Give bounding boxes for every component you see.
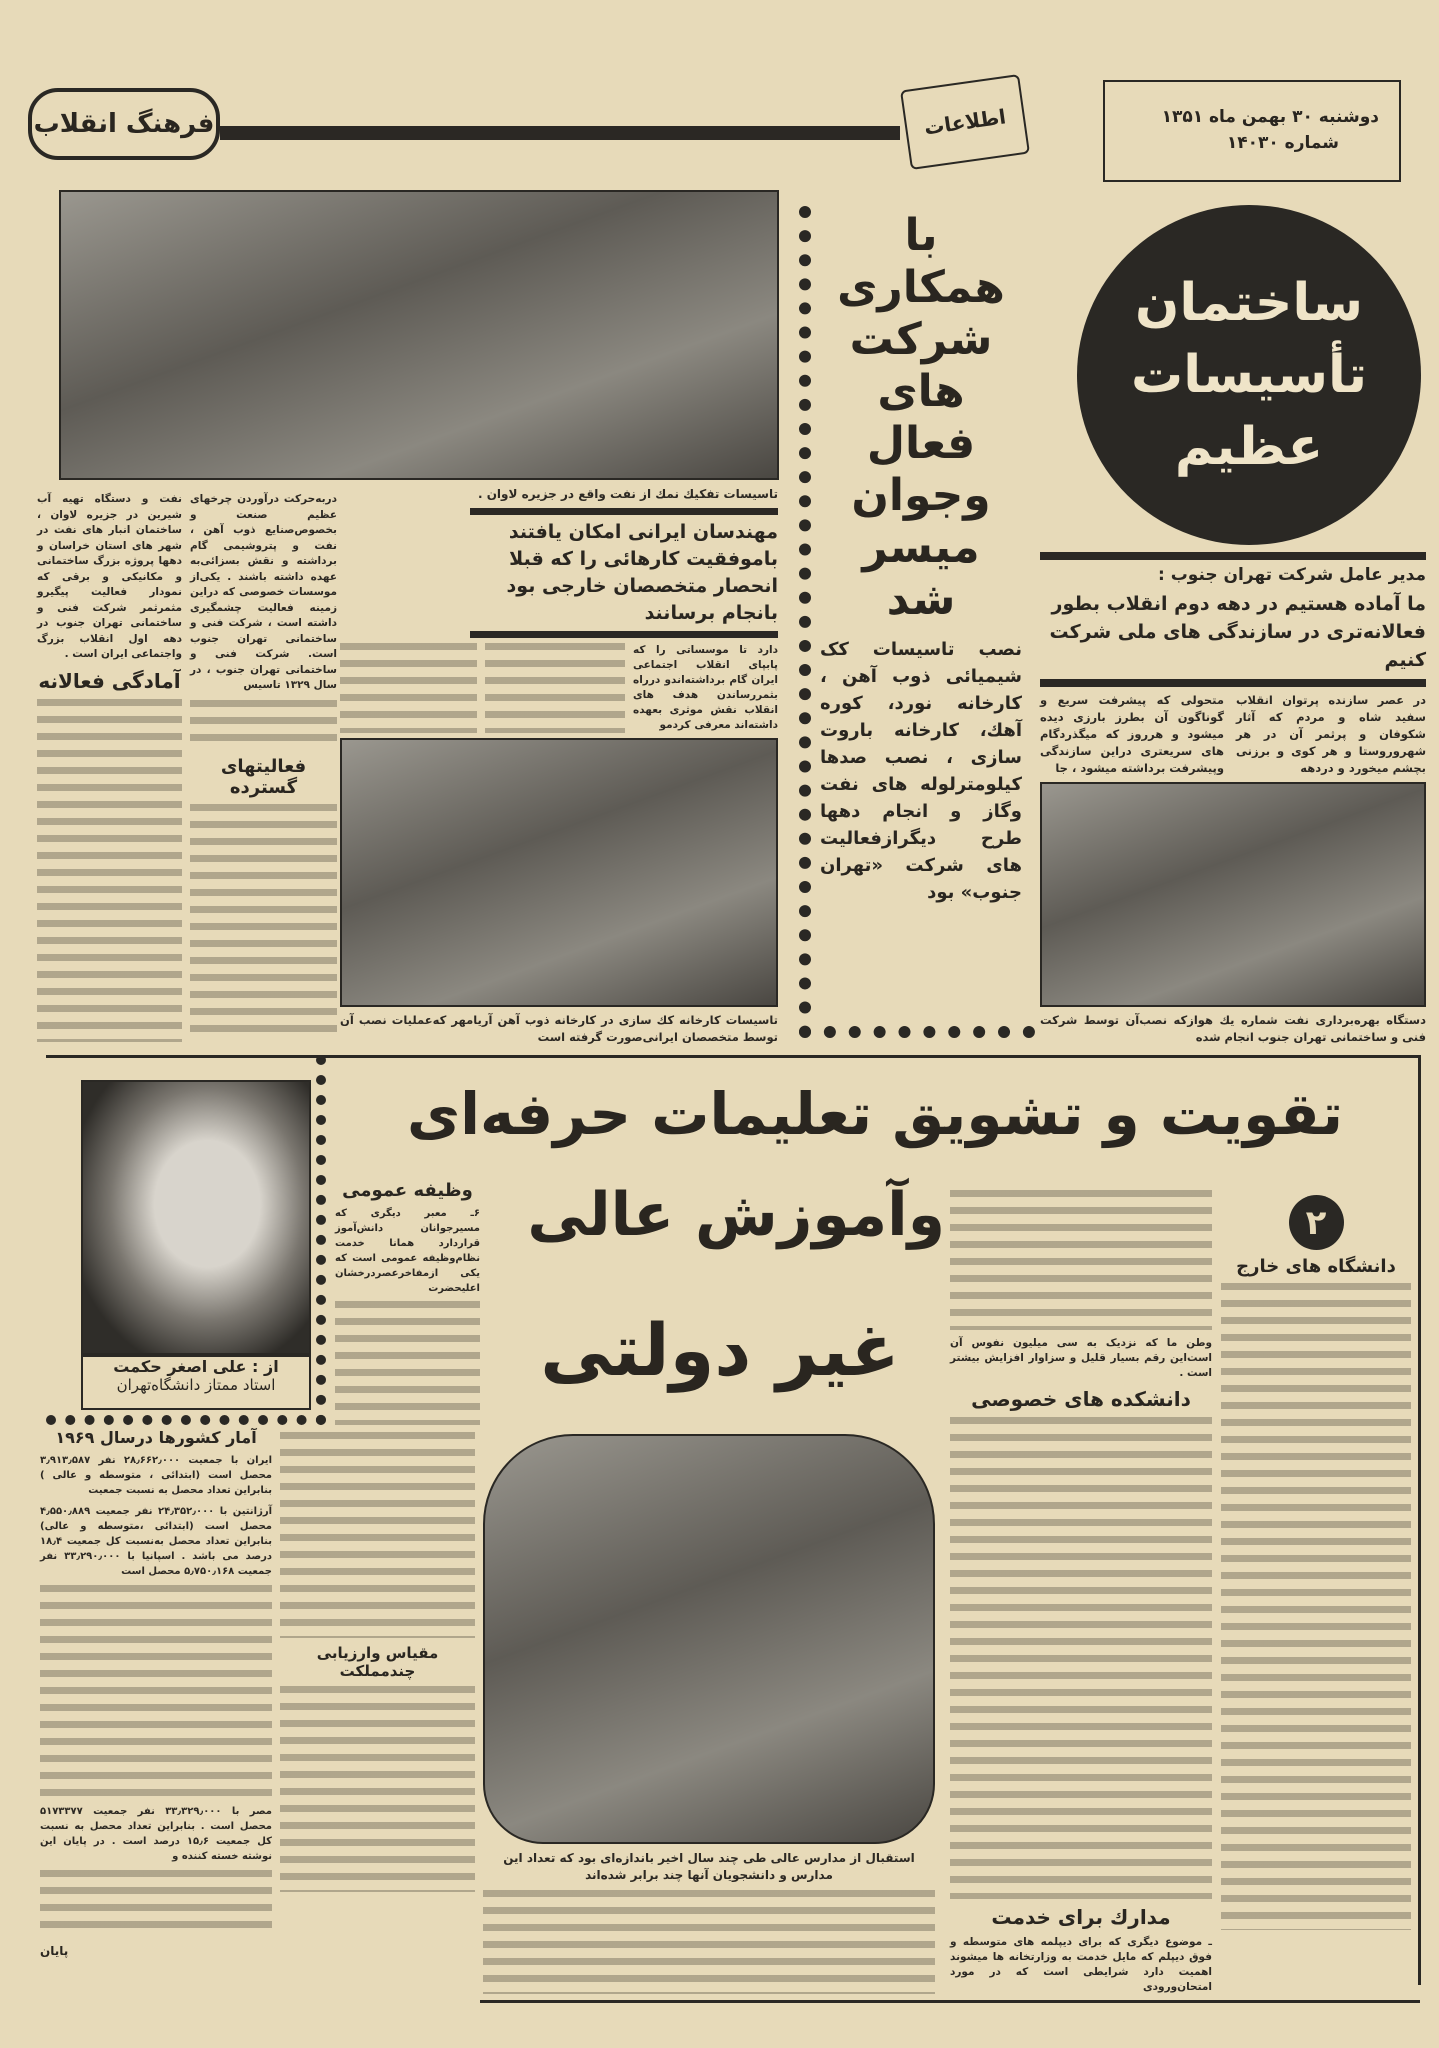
headline-word: همکاری <box>837 262 1005 313</box>
middle-column-1: دارد تا موسساتی را که پابپای انقلاب اجتماعی ایران گام برداشته‌اندو درراه بثمررساندن هدف های انقلاب نقش موثری بعهده داشته‌اند معرفی کردمو <box>633 644 778 731</box>
docs-text: ـ موضوع دیگری که برای دیپلمه های متوسطه و فوق دیپلم که مایل خدمت به وزارتخانه ها میشوند اهمیت دارد شرایطی است که در مورد امتحان‌ورودی <box>950 1936 1212 1993</box>
subhead-foreign-universities: دانشگاه های خارج <box>1236 1256 1396 1277</box>
statistics-text: ایران با جمعیت ۲۸٫۶۶۲٫۰۰۰ نفر ۳٫۹۱۳٫۵۸۷ محصل است (ابتدائی ، متوسطه و عالی ) بنابراین تعداد محصل به نسبت جمعیت <box>40 1455 272 1496</box>
bottom-rule <box>480 2000 1420 2003</box>
left-column-2-block <box>190 492 337 1042</box>
left-column-1-block <box>37 492 182 1042</box>
headline-line: ساختمان <box>1134 273 1364 333</box>
headline-line: تأسیسات <box>1130 345 1368 405</box>
headline-word: فعال <box>866 418 976 469</box>
rule <box>470 631 778 638</box>
rule <box>470 508 778 515</box>
left-column-2-cont <box>190 700 337 750</box>
author-name-box <box>81 1355 311 1410</box>
part-number-badge: ۲ <box>1289 1195 1344 1250</box>
column-private-colleges <box>950 1417 1212 1899</box>
headline-word: میسر <box>862 522 980 573</box>
rule <box>1040 552 1426 560</box>
column-center-right-top <box>950 1190 1212 1330</box>
middle-column-2 <box>485 643 625 733</box>
photo-oil-facility <box>1040 782 1426 1007</box>
column-left-lower <box>280 1432 475 1638</box>
headline-line: عظیم <box>1174 417 1324 477</box>
newspaper-logo: اطلاعات <box>900 74 1030 170</box>
subhead-private-colleges: دانشکده های خصوصی <box>971 1387 1191 1411</box>
box-headline <box>820 210 1022 626</box>
left-column-1: نفت و دستگاه تهیه آب شیرین در جزیره لاوان ، ساختمان انبار های نفت در شهر های استان خراسان و دهها پروژه بزرگ ساختمانی و مکانیکی و برقی که نمودار فعالیت پیگیرو مثمرثمر شرکت فنی و ساختمانی تهران جنوب در دهه اول انقلاب بزرگ واجتماعی ایران است . <box>37 493 182 660</box>
photo-coke-plant <box>340 738 778 1007</box>
public-service-cont <box>335 1301 480 1425</box>
public-service-block <box>335 1180 480 1425</box>
rule <box>1040 679 1426 687</box>
statistics-cont <box>40 1585 272 1798</box>
left-subhead-1: آمادگی فعالانه <box>38 668 181 693</box>
left-subhead-2: فعالیتهای گسترده <box>220 755 307 798</box>
public-service-text: ۶ـ معبر دیگری که مسیرجوانان دانش‌آموز قراردارد همانا خدمت نظام‌وظیفه عمومی است که یکی ازمفاخرعصردرخشان اعلیحضرت <box>335 1208 480 1294</box>
middle-columns <box>340 643 778 733</box>
subhead-scale-evaluation: مقیاس وارزیابی چندمملکت <box>316 1644 439 1680</box>
photo1-caption: تاسیسات تفکیك نمك از نفت واقع در جزیره لاوان . <box>477 487 778 501</box>
headline-word: وجوان <box>851 470 991 521</box>
headline-word: با <box>904 210 938 261</box>
statistics-text-2: آرژانتین با ۲۴٫۳۵۲٫۰۰۰ نفر جمعیت ۴٫۵۵۰٫۸۸۹ محصل است (ابتدائی ،متوسطه و عالی) بنابراین تعداد محصل به‌نسبت کل جمعیت ۱۸٫۴ درصد می باشد . اسپانیا با ۳۳٫۲۹۰٫۰۰۰ نفر جمعیت ۵٫۷۵۰٫۱۶۸ محصل است <box>40 1506 273 1577</box>
column-left-lower-cont <box>280 1686 475 1892</box>
left-column-2: دربه‌حرکت درآوردن چرخهای عظیم صنعت و بخصوص‌صنایع ذوب آهن ، نفت و پتروشیمی گام برداشته و نقش بسزائی‌به عهده داشته باشند . یکی‌از موسسات خصوصی که دراین زمینه فعالیت چشمگیری داشته است ، شرکت فنی و ساختمانی تهران جنوب است. شرکت فنی و ساختمانی تهران جنوب ، در سال ۱۳۲۹ تاسیس <box>190 493 337 691</box>
photo-salt-separation-facility <box>59 190 779 480</box>
middle-region <box>340 486 778 1046</box>
students-photo-caption: استقبال از مدارس عالی طی چند سال اخیر باندازه‌ای بود که تعداد این مدارس و دانشجویان آنها چند برابر شده‌اند <box>503 1851 915 1882</box>
subhead-service-documents: مدارك برای خدمت <box>991 1905 1171 1929</box>
column-foreign-universities <box>1221 1283 1411 1930</box>
students-photo-block <box>483 1434 935 1994</box>
photo-students-steps <box>483 1434 935 1844</box>
right-kicker: مدیر عامل شرکت تهران جنوب : <box>1157 565 1426 585</box>
headline-word: شد <box>886 574 956 625</box>
subhead-public-service: وظیفه عمومی <box>342 1180 473 1201</box>
middle-headline-block <box>470 508 778 638</box>
closing-text <box>40 1870 272 1938</box>
section-badge: فرهنگ انقلاب <box>28 88 220 160</box>
end-mark: پایان <box>40 1944 69 1958</box>
photo2-caption: تاسیسات کارخانه کك سازی در کارخانه ذوب آهن آریامهر که‌عملیات نصب آن توسط متخصصان ایرانی‌صورت گرفته است <box>340 1013 778 1044</box>
left-column-1-cont <box>37 699 182 1043</box>
subhead-statistics-1969: آمار کشورها درسال ۱۹۶۹ <box>55 1428 257 1447</box>
date: دوشنبه ۳۰ بهمن ماه ۱۳۵۱ <box>1161 107 1379 127</box>
statistics-block <box>40 1428 272 1958</box>
right-column-2: متحولی که پیشرفت سریع و گوناگون آن بطرز بارزی دیده میشود و هرروز که میگذردگام های سریعتری دراین سازندگی وپیشرفت برداشته میشود ، جا <box>1040 693 1224 775</box>
author-portrait <box>81 1080 311 1355</box>
issue-number: شماره ۱۴۰۳۰ <box>1226 133 1339 153</box>
box-text: نصب تاسیسات کک شیمیائی ذوب آهن ، کارخانه نورد، کوره آهك، کارخانه باروت سازی ، نصب صدها کیلومترلوله های نفت وگاز و انجام دهها طرح دیگرازفعالیت های شرکت «تهران جنوب» بود <box>820 639 1022 903</box>
middle-headline: مهندسان ایرانی امکان یافتند باموفقیت کارهائی را که قبلا انحصار متخصصان خارجی بود بانجام برسانند <box>506 521 778 624</box>
author-name: از : علی اصغر حکمت <box>113 1357 279 1376</box>
photo3-caption: دستگاه بهره‌برداری نفت شماره یك هوازکه نصب‌آن توسط شرکت فنی و ساختمانی تهران جنوب انجام شده <box>1040 1013 1426 1044</box>
headline-vocational: تقویت و تشویق تعلیمات حرفه‌ای <box>407 1080 1343 1148</box>
foreign-universities-block <box>1221 1195 1411 1930</box>
middle-column-3 <box>340 643 477 733</box>
center-right-block <box>950 1190 1212 1995</box>
headline-word: شرکت <box>849 314 993 365</box>
author-title: استاد ممتاز دانشگاه‌تهران <box>116 1376 276 1394</box>
population-text: وطن ما که نزدیک به سی میلیون نفوس آن است‌این رقم بسیار قلیل و سزاوار افزایش بیشتر است . <box>950 1337 1212 1379</box>
egypt-text: مصر با ۳۳٫۳۲۹٫۰۰۰ نفر جمعیت ۵۱۷۳۳۷۷ محصل است . بنابراین تعداد محصل به نسبت کل جمعیت ۱۵٫۶ درصد است . در پایان این نوشته خسته کننده و <box>40 1806 272 1862</box>
feature-box-content <box>820 210 1022 906</box>
column-under-photo <box>483 1890 935 1994</box>
headline-word: های <box>877 366 965 417</box>
headline-higher-education: وآموزش عالی <box>527 1180 945 1250</box>
right-headline: ما آماده هستیم در دهه دوم انقلاب بطور فعالانه‌تری در سازندگی های ملی شرکت کنیم <box>1049 593 1426 671</box>
headline-circle <box>1077 205 1421 545</box>
left-column-2-cont2 <box>190 804 337 1043</box>
right-region <box>1040 552 1426 1046</box>
right-column-1: در عصر سازنده پرتوان انقلاب سفید شاه و مردم که آثار شکوفان و پرثمر آن در هر شهروروستا و هر کوی و برزنی بچشم میخورد و دردهه <box>1236 693 1426 775</box>
header-rule <box>220 126 900 140</box>
headline-non-governmental: غیر دولتی <box>540 1308 900 1392</box>
right-columns <box>1040 692 1426 777</box>
date-box <box>1103 80 1401 182</box>
left-lower-block <box>280 1432 475 1892</box>
